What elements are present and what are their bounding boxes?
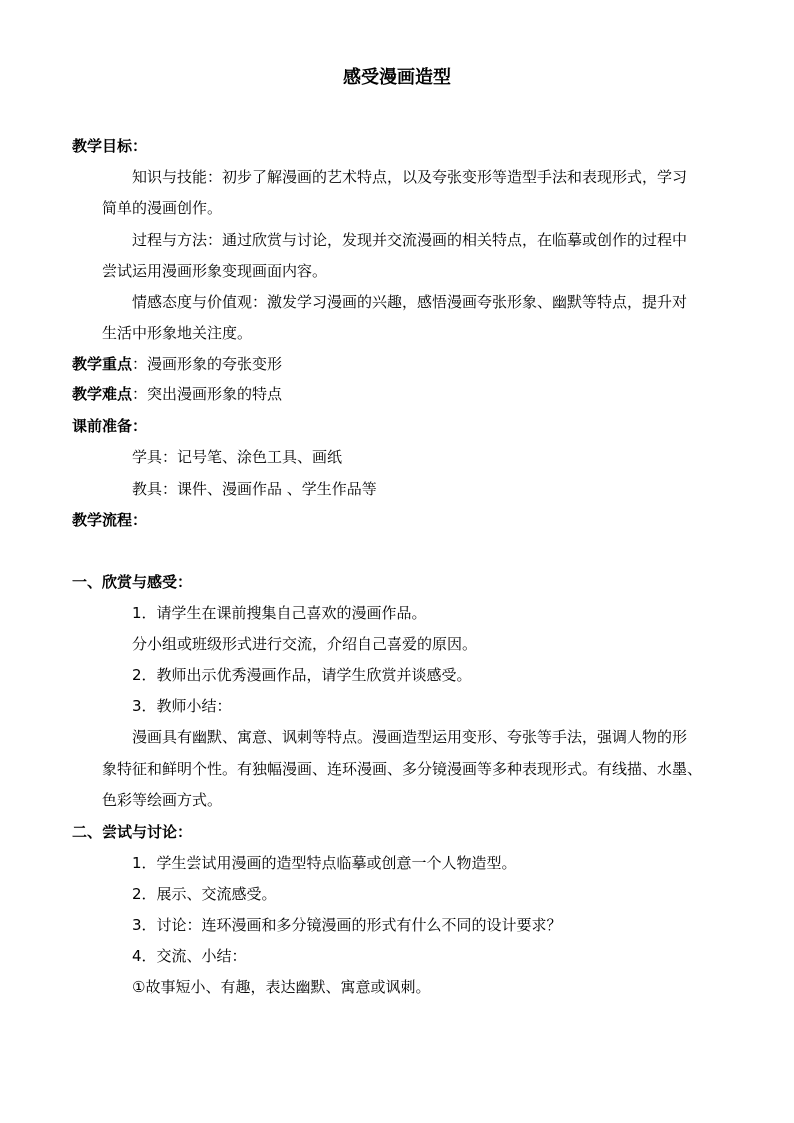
objective-process-line1: 过程与方法：通过欣赏与讨论，发现并交流漫画的相关特点，在临摹或创作的过程中 [132, 231, 688, 249]
objective-knowledge-line2: 简单的漫画创作。 [102, 199, 223, 217]
section2-item: ①故事短小、有趣，表达幽默、寓意或讽刺。 [132, 978, 431, 996]
section2-item: 3．讨论：连环漫画和多分镜漫画的形式有什么不同的设计要求？ [132, 916, 562, 934]
preparation-student: 学具：记号笔、涂色工具、画纸 [132, 448, 343, 466]
section2-item: 4．交流、小结： [132, 947, 247, 965]
preparation-teacher: 教具：课件、漫画作品 、学生作品等 [132, 480, 377, 498]
section1-item: 分小组或班级形式进行交流，介绍自己喜爱的原因。 [132, 635, 478, 653]
objective-process-line2: 尝试运用漫画形象变现画面内容。 [102, 262, 328, 280]
difficulty-text: ：突出漫画形象的特点 [132, 385, 283, 403]
key-point-text: ：漫画形象的夸张变形 [132, 355, 283, 373]
section1-item: 2．教师出示优秀漫画作品，请学生欣赏并谈感受。 [132, 666, 472, 684]
section1-summary-line1: 漫画具有幽默、寓意、讽刺等特点。漫画造型运用变形、夸张等手法，强调人物的形 [132, 728, 688, 746]
section1-heading: 一、欣赏与感受： [72, 573, 193, 591]
section1-summary-line3: 色彩等绘画方式。 [102, 791, 223, 809]
objective-emotion-line2: 生活中形象地关注度。 [102, 324, 253, 342]
flow-heading: 教学流程： [72, 511, 148, 529]
section1-summary-line2: 象特征和鲜明个性。有独幅漫画、连环漫画、多分镜漫画等多种表现形式。有线描、水墨、 [102, 760, 703, 778]
objective-emotion-line1: 情感态度与价值观：激发学习漫画的兴趣，感悟漫画夸张形象、幽默等特点，提升对 [132, 293, 688, 311]
document-title: 感受漫画造型 [343, 67, 451, 88]
section1-item: 1．请学生在课前搜集自己喜欢的漫画作品。 [132, 604, 427, 622]
objective-knowledge-line1: 知识与技能：初步了解漫画的艺术特点，以及夸张变形等造型手法和表现形式，学习 [132, 168, 688, 186]
difficulty-label: 教学难点 [72, 385, 133, 403]
section1-item: 3．教师小结： [132, 697, 232, 715]
section2-item: 1．学生尝试用漫画的造型特点临摹或创意一个人物造型。 [132, 854, 517, 872]
key-point-label: 教学重点 [72, 355, 133, 373]
difficulty [72, 384, 282, 404]
objectives-heading: 教学目标： [72, 137, 148, 155]
section2-heading: 二、尝试与讨论： [72, 823, 193, 841]
key-point [72, 354, 282, 374]
section2-item: 2．展示、交流感受。 [132, 885, 277, 903]
preparation-heading: 课前准备： [72, 417, 148, 435]
